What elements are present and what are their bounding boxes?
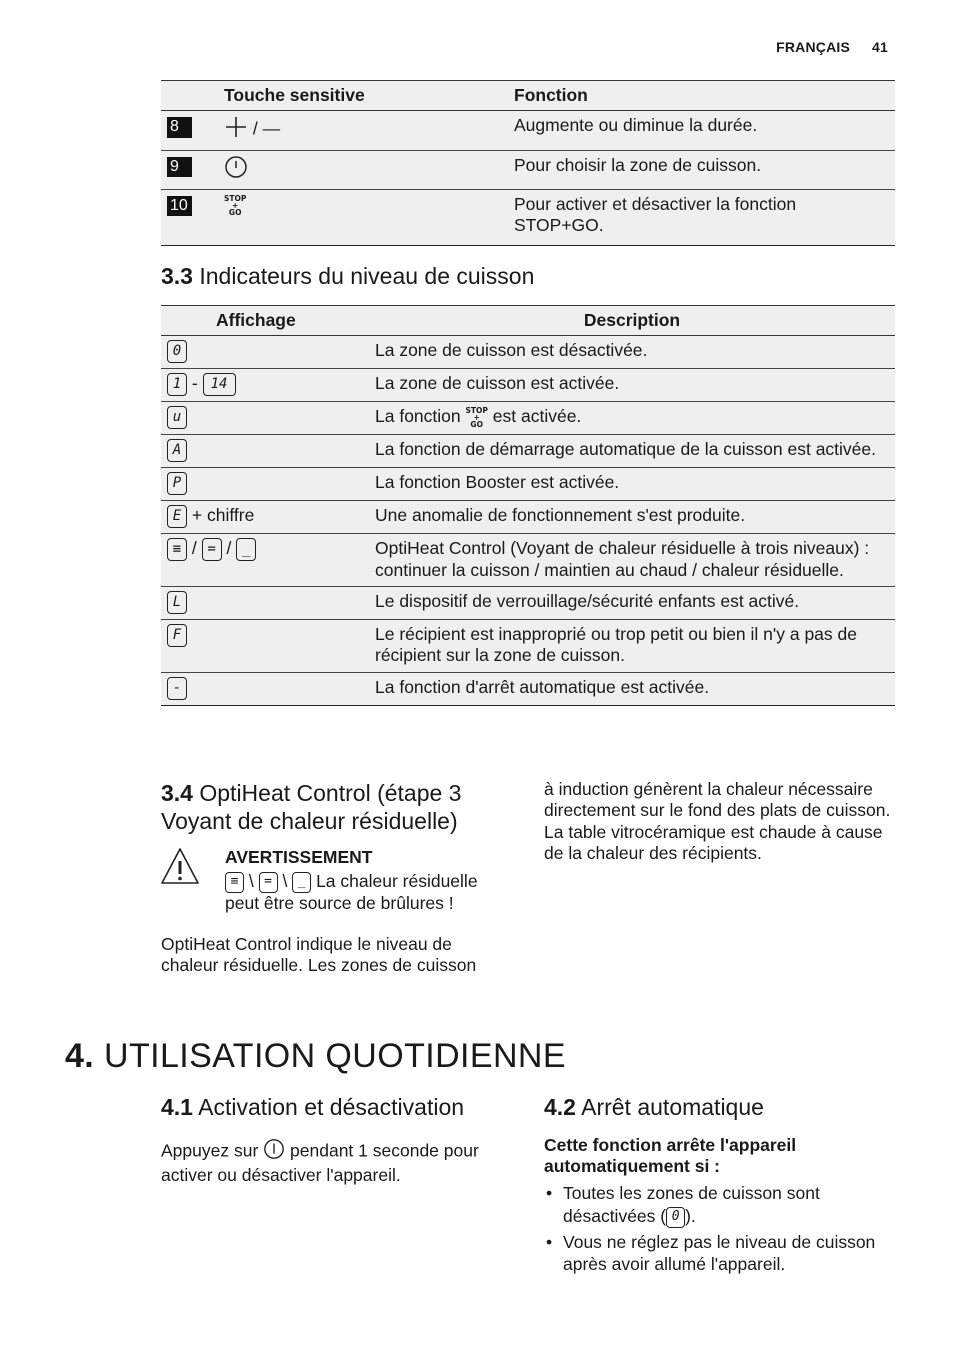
display-l-icon: L	[167, 591, 187, 614]
table-row	[161, 435, 895, 468]
display-f-icon: F	[167, 624, 187, 647]
table1-header-function: Fonction	[508, 81, 895, 111]
section-4-2-intro: Cette fonction arrête l'appareil automatiquement si :	[544, 1135, 797, 1177]
table-row: 1 - 14 La zone de cuisson est activée.	[161, 369, 895, 402]
display-u-icon: u	[167, 406, 187, 429]
optiheat-paragraph-right: à induction génèrent la chaleur nécessaire directement sur le fond des plats de cuisson. La table vitrocéramique est chaude à cause de la chaleur des récipients.	[544, 779, 891, 864]
power-timer-icon	[263, 1138, 285, 1165]
table-row	[161, 190, 895, 246]
table-row	[161, 587, 895, 620]
stop-go-icon: STOP + GO	[224, 193, 247, 217]
description-text: La zone de cuisson est désactivée.	[369, 336, 895, 369]
display-14-icon: 14	[203, 373, 236, 396]
description-text: Le dispositif de verrouillage/sécurité enfants est activé.	[369, 587, 895, 620]
description-text: Le récipient est inapproprié ou trop petit ou bien il n'y a pas de récipient sur la zone de cuisson.	[369, 620, 895, 673]
indicators-table	[161, 305, 895, 706]
running-header	[776, 39, 888, 56]
table-row	[161, 402, 895, 435]
heat-level-3-icon: ≡	[225, 872, 244, 893]
warning-icon	[160, 846, 200, 891]
display-suffix: + chiffre	[191, 505, 255, 526]
table1-header-key: Touche sensitive	[218, 81, 508, 111]
section-3-3-heading: 3.3 Indicateurs du niveau de cuisson	[161, 263, 535, 289]
description-text: OptiHeat Control (Voyant de chaleur résiduelle à trois niveaux) : continuer la cuisson / maintien au chaud / chaleur résiduelle.	[369, 534, 895, 587]
function-text: Pour choisir la zone de cuisson.	[508, 150, 895, 189]
section-3-4-heading: 3.4 OptiHeat Control (étape 3 Voyant de chaleur résiduelle)	[161, 780, 462, 834]
display-e-icon: E	[167, 505, 187, 528]
function-text: Augmente ou diminue la durée.	[508, 111, 895, 150]
section-4-2-heading: 4.2 Arrêt automatique	[544, 1094, 764, 1120]
row-number: 8	[167, 117, 192, 137]
display-dash-icon: -	[167, 677, 187, 700]
plus-icon	[224, 115, 248, 144]
header-language: FRANÇAIS	[776, 39, 851, 55]
list-item: • Toutes les zones de cuisson sont désactivées ( 0 ).	[544, 1182, 894, 1228]
optiheat-paragraph-left: OptiHeat Control indique le niveau de chaleur résiduelle. Les zones de cuisson	[161, 934, 477, 976]
description-text: Une anomalie de fonctionnement s'est produite.	[369, 501, 895, 534]
section-4-1-heading: 4.1 Activation et désactivation	[161, 1094, 465, 1120]
heat-level-2-icon: =	[259, 872, 278, 893]
warning-text: ≡ \ = \ _ La chaleur résiduelle peut être source de brûlures !	[225, 871, 478, 913]
row-number: 9	[167, 157, 192, 177]
power-timer-icon	[224, 155, 248, 184]
auto-stop-list	[544, 1182, 894, 1279]
table2-header-display: Affichage	[161, 306, 369, 336]
description-text: La zone de cuisson est activée.	[369, 369, 895, 402]
heat-level-2-icon: =	[202, 538, 222, 561]
description-text: La fonction Booster est activée.	[369, 468, 895, 501]
table-row	[161, 501, 895, 534]
table-row: ≡ / = / _ OptiHeat Control (Voyant de chaleur résiduelle à trois niveaux) : continuer la cuisson / maintien au chaud / chaleur résiduelle.	[161, 534, 895, 587]
chapter-4-heading: 4. UTILISATION QUOTIDIENNE	[65, 1037, 566, 1075]
row-number: 10	[167, 196, 192, 216]
table-row	[161, 468, 895, 501]
table1-header-blank	[161, 81, 218, 111]
display-0-icon: 0	[167, 340, 187, 363]
page-number: 41	[872, 39, 888, 55]
list-item: • Vous ne réglez pas le niveau de cuisson après avoir allumé l'appareil.	[544, 1231, 894, 1277]
table-row	[161, 150, 895, 189]
table2-header-description: Description	[369, 306, 895, 336]
stop-go-icon: STOP + GO	[465, 406, 488, 430]
description-text: La fonction STOP + GO est activée.	[369, 402, 895, 435]
table-row	[161, 620, 895, 673]
heat-level-3-icon: ≡	[167, 538, 187, 561]
heat-level-1-icon: _	[236, 538, 256, 561]
display-0-icon: 0	[666, 1207, 685, 1228]
touch-keys-table	[161, 80, 895, 246]
key-label: / —	[252, 118, 281, 139]
warning-title: AVERTISSEMENT	[225, 847, 373, 867]
display-1-icon: 1	[167, 373, 187, 396]
heat-level-1-icon: _	[292, 872, 311, 893]
description-text: La fonction d'arrêt automatique est activée.	[369, 672, 895, 705]
description-text: La fonction de démarrage automatique de la cuisson est activée.	[369, 435, 895, 468]
table-row	[161, 336, 895, 369]
section-4-1-text: Appuyez sur pendant 1 seconde pour activer ou désactiver l'appareil.	[161, 1138, 521, 1187]
table-row	[161, 111, 895, 150]
function-text: Pour activer et désactiver la fonction STOP+GO.	[508, 190, 895, 246]
table-row	[161, 672, 895, 705]
display-a-icon: A	[167, 439, 187, 462]
display-p-icon: P	[167, 472, 187, 495]
